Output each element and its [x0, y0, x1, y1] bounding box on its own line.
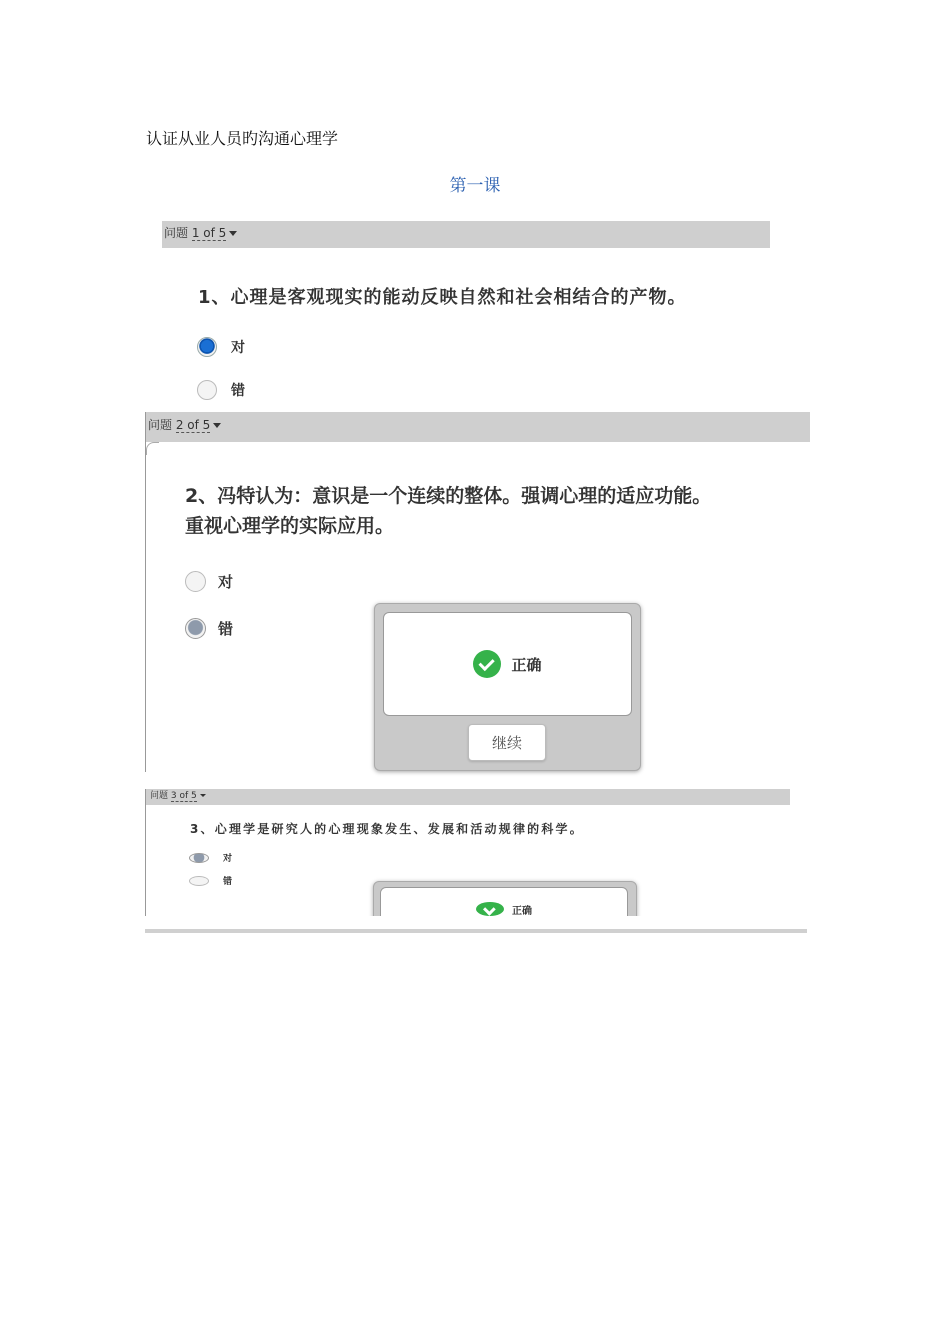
feedback-dialog	[374, 603, 641, 771]
question-3-header	[146, 789, 790, 805]
question-1-screenshot	[162, 221, 768, 411]
question-label: 问题	[164, 226, 189, 240]
option-false[interactable]	[189, 874, 232, 887]
crop-residue	[446, 210, 486, 214]
check-circle-icon	[476, 902, 504, 916]
feedback-result: 正确	[512, 906, 532, 916]
question-counter[interactable]: 3 of 5	[170, 791, 197, 801]
caret-down-icon[interactable]	[200, 794, 206, 797]
feedback-result: 正确	[511, 655, 542, 674]
question-2-text-line2: 重视心理学的实际应用。	[185, 515, 395, 537]
option-false[interactable]	[197, 380, 245, 400]
feedback-panel	[380, 887, 628, 916]
feedback-panel	[383, 612, 632, 716]
caret-down-icon[interactable]	[213, 423, 221, 428]
next-screenshot-edge	[145, 929, 807, 933]
caret-down-icon[interactable]	[229, 231, 237, 236]
radio-empty-icon[interactable]	[197, 380, 217, 400]
question-2-panel-edge	[146, 442, 159, 455]
continue-button[interactable]: 继续	[468, 724, 546, 761]
lesson-heading: 第一课	[449, 176, 501, 196]
question-1-text: 1、心理是客观现实的能动反映自然和社会相结合的产物。	[198, 287, 687, 308]
question-3-screenshot	[145, 789, 790, 916]
question-3-text: 3、心理学是研究人的心理现象发生、发展和活动规律的科学。	[190, 822, 584, 836]
check-circle-icon	[473, 650, 501, 678]
question-2-screenshot	[145, 412, 808, 772]
radio-selected-icon[interactable]	[189, 853, 209, 863]
option-label: 错	[231, 383, 245, 399]
radio-empty-icon[interactable]	[185, 571, 206, 592]
option-true[interactable]	[197, 337, 245, 357]
question-counter[interactable]: 1 of 5	[191, 226, 227, 240]
option-true[interactable]	[189, 851, 232, 864]
radio-selected-icon[interactable]	[185, 618, 206, 639]
radio-selected-icon[interactable]	[197, 337, 217, 357]
option-label: 对	[231, 340, 245, 356]
question-2-text-line1: 2、冯特认为：意识是一个连续的整体。强调心理的适应功能。	[185, 485, 712, 507]
document-title: 认证从业人员旳沟通心理学	[146, 129, 339, 148]
option-label: 错	[223, 877, 233, 887]
radio-empty-icon[interactable]	[189, 876, 209, 886]
feedback-dialog	[373, 881, 637, 916]
question-label: 问题	[150, 791, 169, 801]
option-label: 对	[223, 854, 233, 864]
question-2-header	[146, 412, 810, 442]
option-true[interactable]	[185, 571, 233, 592]
question-1-header	[162, 221, 770, 248]
question-label: 问题	[148, 418, 173, 432]
option-false[interactable]	[185, 618, 233, 639]
option-label: 对	[218, 573, 234, 591]
question-counter[interactable]: 2 of 5	[175, 418, 211, 432]
option-label: 错	[218, 620, 234, 638]
